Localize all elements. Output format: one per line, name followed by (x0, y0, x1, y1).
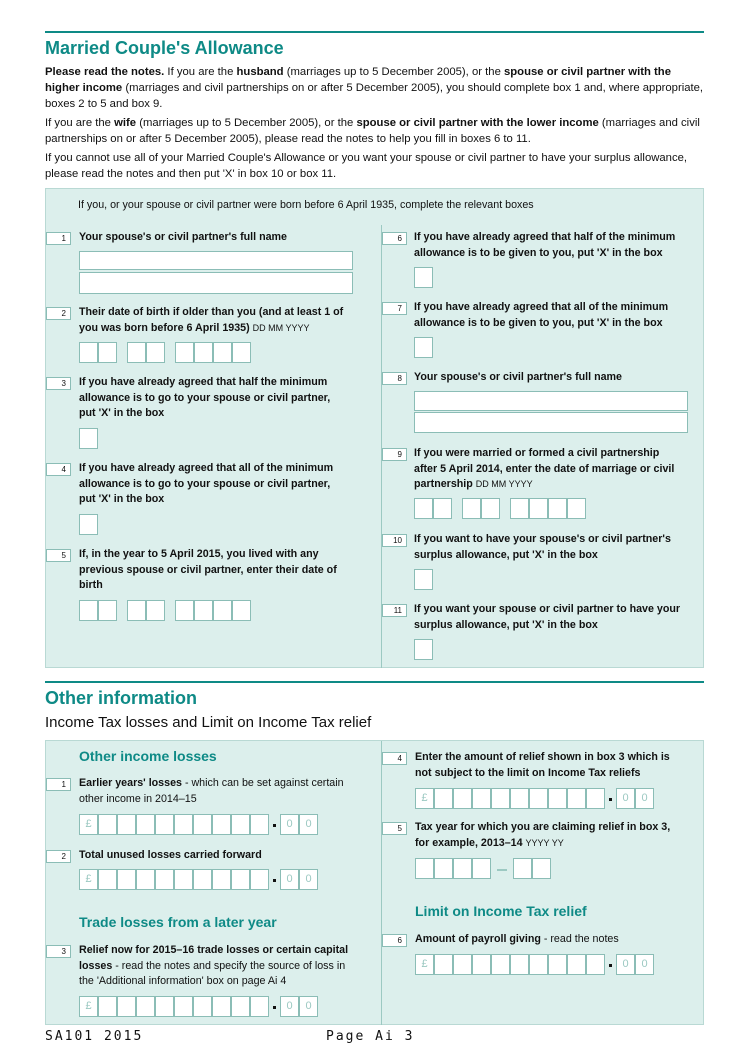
dob-month-2[interactable] (146, 342, 165, 363)
digit-cell[interactable] (231, 996, 250, 1017)
digit-cell[interactable] (193, 996, 212, 1017)
checkbox-10[interactable] (414, 569, 433, 590)
prev-dob-month-1[interactable] (127, 600, 146, 621)
digit-cell[interactable] (434, 954, 453, 975)
spouse-name-right-line1[interactable] (414, 391, 688, 411)
marriage-month-2[interactable] (481, 498, 500, 519)
digit-cell[interactable] (231, 869, 250, 890)
digit-cell[interactable] (491, 954, 510, 975)
digit-cell[interactable] (453, 788, 472, 809)
section-title-mca: Married Couple's Allowance (45, 38, 284, 58)
dob-year-4[interactable] (232, 342, 251, 363)
currency-cell: £ (415, 788, 434, 809)
spouse-name-field-line2[interactable] (79, 272, 353, 294)
question-5-label: If, in the year to 5 April 2015, you lived with any previous spouse or civil partner, enter their date of birth (79, 548, 337, 591)
digit-cell[interactable] (529, 954, 548, 975)
loss-box-number-4: 4 (382, 752, 407, 765)
digit-cell[interactable] (193, 869, 212, 890)
pence-cell: 0 (280, 996, 299, 1017)
digit-cell[interactable] (472, 954, 491, 975)
other-panel (45, 740, 704, 1025)
tax-year-cell[interactable] (453, 858, 472, 879)
section-title-other: Other information (45, 688, 197, 708)
digit-cell[interactable] (155, 869, 174, 890)
prev-dob-year-3[interactable] (213, 600, 232, 621)
column-divider-2 (381, 741, 382, 1025)
footer-page-number: Page Ai 3 (326, 1029, 415, 1044)
dob-year-3[interactable] (213, 342, 232, 363)
question-4-label: If you have already agreed that all of the minimum allowance is to go to your spouse or civil partner, put 'X' in the box (79, 462, 334, 505)
digit-cell[interactable] (586, 788, 605, 809)
currency-cell: £ (79, 996, 98, 1017)
digit-cell[interactable] (212, 869, 231, 890)
marriage-year-4[interactable] (567, 498, 586, 519)
pence-cell: 0 (635, 788, 654, 809)
loss-question-4: Enter the amount of relief shown in box 3 which is not subject to the limit on Income Tax reliefs (415, 751, 670, 779)
tax-year-cell[interactable] (532, 858, 551, 879)
question-8-label: Your spouse's or civil partner's full name (414, 371, 623, 383)
box-number-3: 3 (46, 377, 71, 390)
digit-cell[interactable] (212, 814, 231, 835)
digit-cell[interactable] (586, 954, 605, 975)
digit-cell[interactable] (250, 814, 269, 835)
loss-question-3: Relief now for 2015–16 trade losses or certain capital losses - read the notes and specify the source of loss in the 'Additional information' box on page Ai 4 (79, 944, 349, 987)
digit-cell[interactable] (567, 788, 586, 809)
loss-box-number-2: 2 (46, 850, 71, 863)
question-2-label: Their date of birth if older than you (and at least 1 of you was born before 6 April 1935) DD MM YYYY (79, 306, 344, 334)
pence-cell: 0 (299, 814, 318, 835)
digit-cell[interactable] (117, 996, 136, 1017)
digit-cell[interactable] (510, 954, 529, 975)
intro-paragraph-3: If you cannot use all of your Married Couple's Allowance or you want your spouse or civil partner to have your surplus allowance, please read the notes and then put 'X' in box 10 or box 11. (45, 152, 688, 180)
box-number-6: 6 (382, 232, 407, 245)
digit-cell[interactable] (567, 954, 586, 975)
prev-dob-day-1[interactable] (79, 600, 98, 621)
digit-cell[interactable] (155, 996, 174, 1017)
box-number-5: 5 (46, 549, 71, 562)
currency-cell: £ (415, 954, 434, 975)
checkbox-7[interactable] (414, 337, 433, 358)
loss-box-number-6: 6 (382, 934, 407, 947)
marriage-year-2[interactable] (529, 498, 548, 519)
dob-day-2[interactable] (98, 342, 117, 363)
prev-dob-month-2[interactable] (146, 600, 165, 621)
checkbox-4[interactable] (79, 514, 98, 535)
digit-cell[interactable] (136, 996, 155, 1017)
panel-heading: If you, or your spouse or civil partner were born before 6 April 1935, complete the relevant boxes (78, 199, 534, 211)
digit-cell[interactable] (472, 788, 491, 809)
currency-cell: £ (79, 869, 98, 890)
intro-paragraph-1: Please read the notes. If you are the husband (marriages up to 5 December 2005), or the spouse or civil partner with the higher income (marriages and civil partnerships on or after 5 December 2005), you should complete box 1 and, where appropriate, boxes 2 to 5 and box 9. (45, 66, 704, 110)
tax-year-cell[interactable] (434, 858, 453, 879)
decimal-point (273, 824, 276, 827)
question-6-label: If you have already agreed that half of the minimum allowance is to be given to you, put 'X' in the box (414, 231, 676, 259)
money-field-4[interactable] (415, 788, 648, 810)
pence-cell: 0 (616, 954, 635, 975)
pence-cell: 0 (280, 869, 299, 890)
pence-cell: 0 (635, 954, 654, 975)
heading-limit-relief: Limit on Income Tax relief (415, 903, 587, 919)
dob-day-1[interactable] (79, 342, 98, 363)
prev-dob-year-4[interactable] (232, 600, 251, 621)
spouse-name-field-line1[interactable] (79, 251, 353, 270)
question-11-label: If you want your spouse or civil partner to have your surplus allowance, put 'X' in the box (414, 603, 681, 631)
heading-trade-losses: Trade losses from a later year (79, 914, 277, 930)
digit-cell[interactable] (453, 954, 472, 975)
pence-cell: 0 (299, 869, 318, 890)
dob-year-1[interactable] (175, 342, 194, 363)
money-field-2[interactable] (79, 869, 312, 891)
box-number-10: 10 (382, 534, 407, 547)
digit-cell[interactable] (250, 869, 269, 890)
digit-cell[interactable] (98, 814, 117, 835)
box-number-11: 11 (382, 604, 407, 617)
prev-dob-year-1[interactable] (175, 600, 194, 621)
digit-cell[interactable] (250, 996, 269, 1017)
tax-year-dash (497, 869, 507, 871)
tax-year-cell[interactable] (513, 858, 532, 879)
checkbox-11[interactable] (414, 639, 433, 660)
section-subtitle: Income Tax losses and Limit on Income Tax relief (45, 714, 372, 731)
digit-cell[interactable] (212, 996, 231, 1017)
box-number-1: 1 (46, 232, 71, 245)
digit-cell[interactable] (510, 788, 529, 809)
spouse-name-right-line2[interactable] (414, 412, 688, 433)
digit-cell[interactable] (548, 788, 567, 809)
question-3-label: If you have already agreed that half the minimum allowance is to go to your spouse or civil partner, put 'X' in the box (79, 376, 331, 419)
tax-year-cell[interactable] (472, 858, 491, 879)
digit-cell[interactable] (117, 869, 136, 890)
dob-month-1[interactable] (127, 342, 146, 363)
marriage-day-2[interactable] (433, 498, 452, 519)
checkbox-3[interactable] (79, 428, 98, 449)
loss-box-number-3: 3 (46, 945, 71, 958)
digit-cell[interactable] (136, 869, 155, 890)
box-number-8: 8 (382, 372, 407, 385)
pence-cell: 0 (616, 788, 635, 809)
question-10-label: If you want to have your spouse's or civil partner's surplus allowance, put 'X' in the box (414, 533, 671, 561)
digit-cell[interactable] (548, 954, 567, 975)
digit-cell[interactable] (155, 814, 174, 835)
prev-dob-day-2[interactable] (98, 600, 117, 621)
marriage-year-3[interactable] (548, 498, 567, 519)
digit-cell[interactable] (174, 814, 193, 835)
footer-form-id: SA101 2015 (45, 1029, 144, 1044)
loss-box-number-1: 1 (46, 778, 71, 791)
digit-cell[interactable] (491, 788, 510, 809)
decimal-point (273, 1006, 276, 1009)
intro-paragraph-2: If you are the wife (marriages up to 5 December 2005), or the spouse or civil partner with the lower income (marriages and civil partnerships on or after 5 December 2005), please read the notes to help you fill in boxes 6 to 11. (45, 117, 700, 145)
marriage-month-1[interactable] (462, 498, 481, 519)
marriage-year-1[interactable] (510, 498, 529, 519)
loss-box-number-5: 5 (382, 822, 407, 835)
loss-question-5: Tax year for which you are claiming relief in box 3, for example, 2013–14 YYYY YY (415, 821, 671, 849)
mca-panel (45, 188, 704, 668)
section-rule-other (45, 681, 704, 683)
marriage-day-1[interactable] (414, 498, 433, 519)
currency-cell: £ (79, 814, 98, 835)
decimal-point (273, 879, 276, 882)
pence-cell: 0 (280, 814, 299, 835)
pence-cell: 0 (299, 996, 318, 1017)
loss-question-6: Amount of payroll giving - read the notes (415, 933, 619, 945)
money-field-3[interactable] (79, 996, 312, 1018)
tax-year-cell[interactable] (415, 858, 434, 879)
digit-cell[interactable] (434, 788, 453, 809)
question-1-label: Your spouse's or civil partner's full name (79, 231, 288, 243)
loss-question-1: Earlier years' losses - which can be set against certain other income in 2014–15 (79, 777, 344, 805)
digit-cell[interactable] (193, 814, 212, 835)
money-field-1[interactable] (79, 814, 312, 836)
digit-cell[interactable] (174, 996, 193, 1017)
column-divider (381, 225, 382, 668)
digit-cell[interactable] (98, 869, 117, 890)
question-7-label: If you have already agreed that all of the minimum allowance is to be given to you, put 'X' in the box (414, 301, 669, 329)
money-field-6[interactable] (415, 954, 648, 976)
box-number-4: 4 (46, 463, 71, 476)
digit-cell[interactable] (98, 996, 117, 1017)
loss-question-2: Total unused losses carried forward (79, 849, 262, 861)
box-number-7: 7 (382, 302, 407, 315)
digit-cell[interactable] (231, 814, 250, 835)
box-number-9: 9 (382, 448, 407, 461)
heading-other-income-losses: Other income losses (79, 748, 217, 764)
checkbox-6[interactable] (414, 267, 433, 288)
decimal-point (609, 798, 612, 801)
digit-cell[interactable] (174, 869, 193, 890)
question-9-label: If you were married or formed a civil partnership after 5 April 2014, enter the date of marriage or civil partnership DD MM YYYY (414, 447, 675, 490)
digit-cell[interactable] (136, 814, 155, 835)
prev-dob-year-2[interactable] (194, 600, 213, 621)
digit-cell[interactable] (117, 814, 136, 835)
dob-year-2[interactable] (194, 342, 213, 363)
section-rule (45, 31, 704, 33)
box-number-2: 2 (46, 307, 71, 320)
digit-cell[interactable] (529, 788, 548, 809)
decimal-point (609, 964, 612, 967)
